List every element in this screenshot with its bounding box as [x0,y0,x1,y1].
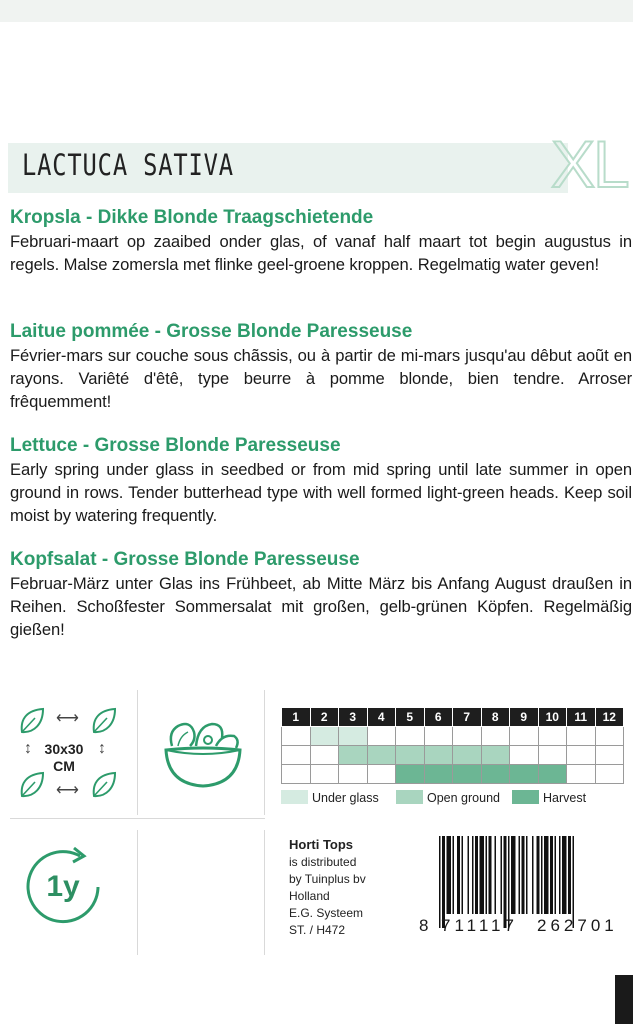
calendar-cell-under-glass [481,727,510,746]
vertical-arrow-icon: ↕ [24,740,32,757]
section-title: Lettuce - Grosse Blonde Paresseuse [10,435,341,456]
month-header: 1 [282,708,311,727]
calendar-cell-harvest [310,765,339,784]
barcode-bar [532,836,534,914]
calendar-cell-open-ground [453,746,482,765]
legend-swatch [281,790,308,804]
legend-swatch [512,790,539,804]
barcode-bar [526,836,528,914]
calendar-cell-under-glass [310,727,339,746]
legend-label: Open ground [427,791,500,805]
barcode-left-group: 711117 [441,916,518,935]
barcode-bar [562,836,567,914]
barcode-bar [480,836,485,914]
section-dutch [10,206,632,276]
calendar-cell-open-ground [367,746,396,765]
calendar-row-harvest [282,765,624,784]
calendar-cell-open-ground [396,746,425,765]
barcode-bar [544,836,549,914]
legend-under-glass [281,790,379,805]
barcode-bar [550,836,553,914]
distributor-line: E.G. Systeem [289,906,364,920]
calendar-cell-open-ground [595,746,624,765]
spacing-value: 30x30 [44,741,84,757]
month-header: 5 [396,708,425,727]
calendar-cell-open-ground [481,746,510,765]
calendar-header-row [282,708,624,727]
barcode-bar [447,836,452,914]
barcode-right-group: 262701 [537,916,618,935]
salad-bowl-icon [160,712,246,792]
legend-harvest [512,790,586,805]
calendar-cell-harvest [481,765,510,784]
distributor-line: ST. / H472 [289,923,346,937]
calendar-cell-open-ground [567,746,596,765]
month-header: 4 [367,708,396,727]
barcode-bar [519,836,521,914]
section-body: Février-mars sur couche sous chãssis, ou à partir de mi-mars jusqu'au dêbut aoũt en rayons. Variêté d'êtê, type beurre à pomme blonde, bien tendre. Arroser frêquemment! [10,346,632,411]
month-header: 7 [453,708,482,727]
calendar-row-open-ground [282,746,624,765]
calendar-cell-harvest [538,765,567,784]
month-header: 9 [510,708,539,727]
calendar-cell-under-glass [282,727,311,746]
section-body: Early spring under glass in seedbed or from mid spring until late summer in open ground in rows. Tender butterhead type with well formed light-green heads. Keep soil moist by watering frequently. [10,460,632,525]
month-header: 8 [481,708,510,727]
calendar-cell-under-glass [538,727,567,746]
barcode-bar [568,836,571,914]
section-body: Februar-März unter Glas ins Frühbeet, ab Mitte März bis Anfang August draußen in Reihen. Schoßfester Sommersalat mit großen, gelb-grünen Köpfen. Regelmäßig gießen! [10,574,632,639]
sowing-calendar [281,707,624,784]
divider [264,830,265,955]
calendar-cell-under-glass [396,727,425,746]
horizontal-arrow-icon: ⟷ [56,782,79,799]
brand-name: Horti Tops [289,837,354,852]
calendar-cell-harvest [282,765,311,784]
legend-label: Under glass [312,791,379,805]
calendar-cell-open-ground [282,746,311,765]
barcode-bar [559,836,561,914]
divider [137,830,138,955]
section-title: Laitue pommée - Grosse Blonde Paresseuse [10,321,413,342]
calendar-cell-under-glass [424,727,453,746]
barcode-bar [573,836,575,928]
leaf-icon [90,770,118,800]
vertical-arrow-icon: ↕ [98,740,106,757]
calendar-cell-harvest [424,765,453,784]
calendar-cell-under-glass [510,727,539,746]
month-header: 6 [424,708,453,727]
calendar-cell-harvest [567,765,596,784]
calendar-cell-open-ground [510,746,539,765]
calendar-cell-harvest [453,765,482,784]
latin-name: LACTUCA SATIVA [22,148,234,182]
top-band [0,0,633,22]
barcode-bar [489,836,492,914]
barcode-bar [439,836,441,928]
section-french [10,320,632,413]
calendar-cell-under-glass [339,727,368,746]
spacing-label [42,741,86,775]
barcode-bar [555,836,557,914]
distributor-line: by Tuinplus bv [289,872,366,886]
barcode-bar [522,836,525,914]
divider [10,818,265,819]
leaf-icon [18,706,46,736]
calendar-cell-harvest [367,765,396,784]
barcode-bar [468,836,470,914]
calendar-row-under-glass [282,727,624,746]
calendar-cell-open-ground [339,746,368,765]
month-header: 11 [567,708,596,727]
barcode-bar [442,836,445,928]
distributor-info [289,836,366,939]
calendar-cell-open-ground [538,746,567,765]
divider [137,690,138,815]
barcode-bar [453,836,455,914]
month-header: 2 [310,708,339,727]
month-header: 3 [339,708,368,727]
barcode-first-digit: 8 [419,916,429,935]
barcode-bar [495,836,497,914]
black-marker [615,975,633,1024]
distributor-line: is distributed [289,855,357,869]
barcode-bar [541,836,543,914]
legend-swatch [396,790,423,804]
section-body: Februari-maart op zaaibed onder glas, of vanaf half maart tot begin augustus in regels. Malse zomersla met flinke geel-groene kroppen. Regelmatig water geven! [10,232,632,274]
section-english [10,434,632,527]
spacing-unit: CM [53,758,75,774]
size-badge: XL [551,127,628,201]
calendar-cell-harvest [339,765,368,784]
month-header: 12 [595,708,624,727]
legend-label: Harvest [543,791,587,805]
barcode-bar [508,836,510,928]
calendar-cell-under-glass [567,727,596,746]
calendar-cell-open-ground [424,746,453,765]
calendar-cell-harvest [396,765,425,784]
barcode-bar [537,836,540,914]
section-title: Kropsla - Dikke Blonde Traagschietende [10,207,374,228]
barcode-bar [462,836,464,914]
leaf-icon [90,706,118,736]
barcode-bar [475,836,478,914]
divider [264,690,265,815]
barcode-bar [486,836,488,914]
barcode-bar [501,836,503,914]
barcode-bar [504,836,507,928]
calendar-cell-under-glass [595,727,624,746]
distributor-line: Holland [289,889,330,903]
barcode-bar [472,836,474,914]
calendar-cell-harvest [510,765,539,784]
horizontal-arrow-icon: ⟷ [56,710,79,727]
calendar-cell-under-glass [453,727,482,746]
lifecycle-label: 1y [46,870,80,903]
barcode-bar [511,836,516,914]
section-german [10,548,632,641]
section-title: Kopfsalat - Grosse Blonde Paresseuse [10,549,360,570]
barcode-bar [457,836,460,914]
calendar-cell-open-ground [310,746,339,765]
calendar-cell-under-glass [367,727,396,746]
calendar-cell-harvest [595,765,624,784]
legend-open-ground [396,790,500,805]
month-header: 10 [538,708,567,727]
